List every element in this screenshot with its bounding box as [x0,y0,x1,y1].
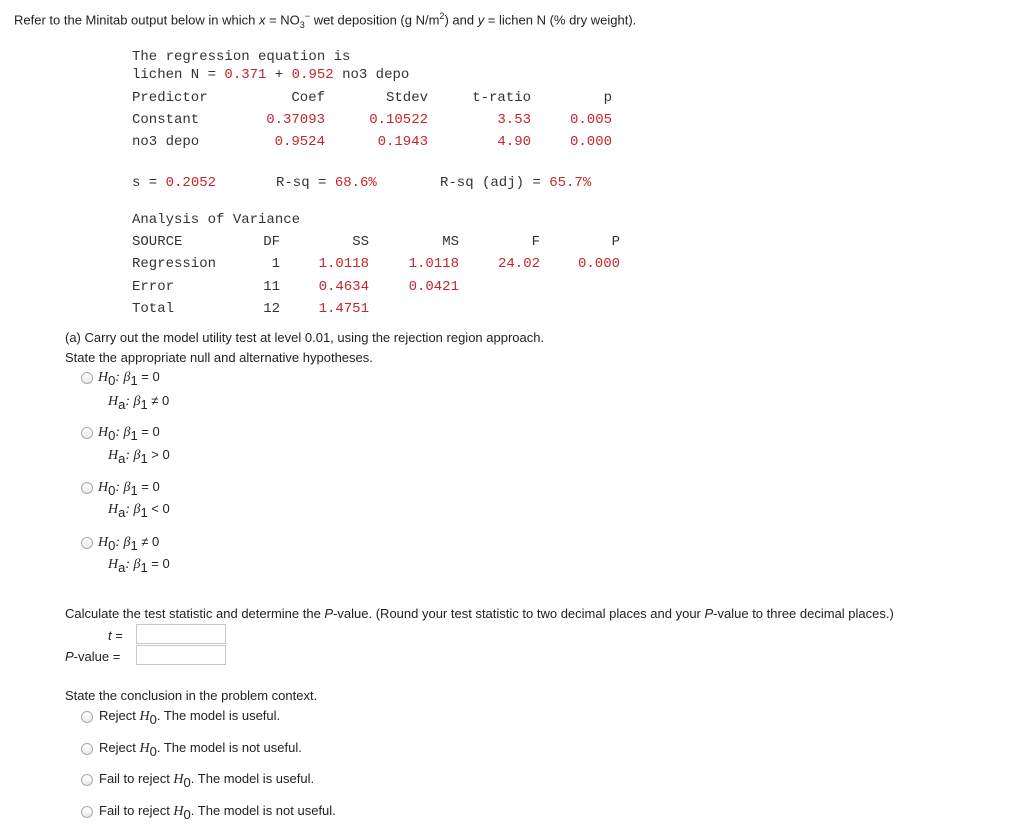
coef-header-p: p [603,90,612,106]
no3-superscript: − [304,11,311,21]
conclusion-option-4-radio[interactable] [81,806,93,818]
hypothesis-option-4-radio[interactable] [81,537,93,549]
conclusion-option-2-radio[interactable] [81,743,93,755]
s-value: 0.2052 [165,175,217,191]
coef-header-stdev: Stdev [385,90,428,106]
p-symbol: P [65,649,74,664]
coef-row-constant-tratio: 3.53 [497,112,531,128]
coef-row-no3-coef: 0.9524 [274,134,325,150]
anova-header-p: P [611,234,620,250]
part-a-instruction: (a) Carry out the model utility test at level 0.01, using the rejection region approach. [65,330,545,345]
intro-rest: = lichen N (% dry weight). [484,12,637,28]
calc-p-italic-2: P [704,606,714,621]
conclusion-pre: Reject [99,708,140,723]
anova-row-regression-source: Regression [132,256,217,272]
conclusion-pre: Reject [99,740,140,755]
rsq-value: 68.6% [334,175,377,191]
conclusion-post: . The model is useful. [156,708,281,723]
anova-header-ms: MS [442,234,459,250]
coef-row-constant-coef: 0.37093 [266,112,325,128]
hypothesis-option-2-ha: $H_a$: $\beta_1 > 0$ [108,447,170,466]
anova-header-f: F [531,234,540,250]
hypothesis-option-3-h0: $H_0$: $\beta_1 = 0$ [98,479,160,498]
anova-row-total-ss: 1.4751 [318,301,369,317]
hypothesis-option-1-ha: $H_a$: $\beta_1 \ne 0$ [108,393,170,412]
part-a-hypotheses-prompt: State the appropriate null and alternative hypotheses. [65,350,373,365]
problem-intro [14,11,636,30]
coef-header-coef: Coef [291,90,325,106]
h0-relation: = 0 [141,369,160,384]
hypothesis-option-1-radio[interactable] [81,372,93,384]
anova-header-ss: SS [352,234,369,250]
calc-text-1: Calculate the test statistic and determine the [65,606,325,621]
hypothesis-option-2-h0: $H_0$: $\beta_1 = 0$ [98,424,160,443]
fit-rsq [276,175,377,191]
anova-row-error-source: Error [132,279,175,295]
hypothesis-option-3-ha: $H_a$: $\beta_1 < 0$ [108,501,170,520]
regression-equation [132,67,409,83]
h0-relation: = 0 [141,424,160,439]
calc-p-italic: P [324,606,334,621]
hypothesis-option-1-h0: $H_0$: $\beta_1 = 0$ [98,369,160,388]
anova-row-regression-ms: 1.0118 [408,256,459,272]
coef-row-no3-label: no3 depo [132,134,200,150]
conclusion-pre: Fail to reject [99,771,174,786]
calc-text-2: -value. (Round your test statistic to two decimal places and your [333,606,705,621]
anova-row-regression-f: 24.02 [497,256,540,272]
p-value-suffix: -value = [73,649,121,664]
calc-text-3: -value to three decimal places.) [713,606,894,621]
conclusion-prompt: State the conclusion in the problem context. [65,688,318,703]
coef-row-no3-stdev: 0.1943 [377,134,428,150]
ha-relation: < 0 [151,501,170,516]
conclusion-option-1-label: Reject $H_0$. The model is useful. [99,708,281,727]
y-variable: y [477,12,485,28]
ha-relation: > 0 [151,447,170,462]
equation-lhs: lichen N = [132,67,225,83]
t-label [108,628,123,643]
anova-row-error-df: 11 [263,279,280,295]
coef-row-no3-p: 0.000 [569,134,612,150]
x-variable: x [258,12,266,28]
intro-and: ) and [444,12,478,28]
s-label: s = [132,175,166,191]
h0-relation: ≠ 0 [141,534,160,549]
equation-slope: 0.952 [291,67,334,83]
coef-row-constant-p: 0.005 [569,112,612,128]
anova-heading: Analysis of Variance [132,212,301,228]
conclusion-post: . The model is not useful. [156,740,302,755]
anova-row-total-df: 12 [263,301,280,317]
conclusion-pre: Fail to reject [99,803,174,818]
equation-var: no3 depo [333,67,410,83]
anova-row-regression-p: 0.000 [577,256,620,272]
anova-row-regression-df: 1 [271,256,280,272]
equation-intercept: 0.371 [224,67,267,83]
intro-no3: = NO [265,12,300,28]
t-symbol: t [108,628,112,643]
hypothesis-option-4-ha: $H_a$: $\beta_1 = 0$ [108,556,170,575]
coef-row-constant-label: Constant [132,112,200,128]
anova-header-source: SOURCE [132,234,183,250]
rsq-label: R-sq = [276,175,335,191]
regression-heading: The regression equation is [132,49,351,65]
coef-row-no3-tratio: 4.90 [497,134,531,150]
intro-prefix: Refer to the Minitab output below in which [14,12,259,28]
conclusion-post: . The model is not useful. [190,803,336,818]
anova-row-error-ms: 0.0421 [408,279,459,295]
hypothesis-option-3-radio[interactable] [81,482,93,494]
p-value-input[interactable] [136,645,226,665]
intro-wet: wet deposition (g N/m [310,12,440,28]
anova-header-df: DF [263,234,280,250]
rsq-adj-label: R-sq (adj) = [440,175,550,191]
coef-header-predictor: Predictor [132,90,208,106]
anova-row-regression-ss: 1.0118 [318,256,369,272]
m2-superscript: 2 [439,11,445,21]
ha-relation: ≠ 0 [151,393,170,408]
coef-row-constant-stdev: 0.10522 [369,112,428,128]
conclusion-option-3-radio[interactable] [81,774,93,786]
calc-instruction [65,606,894,621]
t-equals: = [111,628,123,643]
hypothesis-option-4-h0: $H_0$: $\beta_1 \ne 0$ [98,534,160,553]
equation-plus: + [266,67,292,83]
no3-subscript: 3 [299,19,305,30]
anova-row-error-ss: 0.4634 [318,279,369,295]
fit-rsq-adj [440,175,591,191]
conclusion-option-2-label: Reject $H_0$. The model is not useful. [99,740,302,759]
rsq-adj-value: 65.7% [549,175,592,191]
conclusion-option-4-label: Fail to reject $H_0$. The model is not useful. [99,803,336,822]
conclusion-option-1-radio[interactable] [81,711,93,723]
t-statistic-input[interactable] [136,624,226,644]
conclusion-option-3-label: Fail to reject $H_0$. The model is useful. [99,771,315,790]
anova-row-total-source: Total [132,301,175,317]
fit-s [132,175,216,191]
hypothesis-option-2-radio[interactable] [81,427,93,439]
coef-header-tratio: t-ratio [472,90,531,106]
h0-relation: = 0 [141,479,160,494]
ha-relation: = 0 [151,556,170,571]
conclusion-post: . The model is useful. [190,771,315,786]
p-value-label [65,649,120,664]
